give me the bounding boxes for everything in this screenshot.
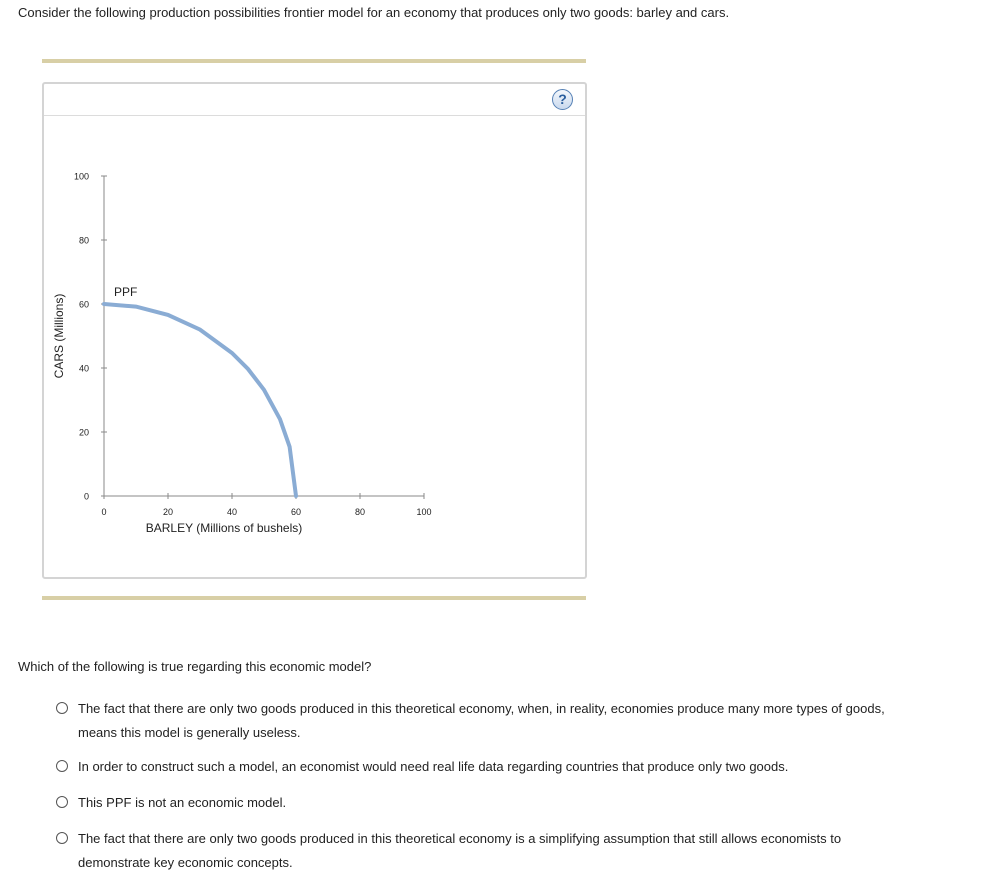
x-tick-label: 60 bbox=[290, 507, 302, 517]
intro-text: Consider the following production possibilities frontier model for an economy that produces only two goods: barley and cars. bbox=[18, 5, 730, 20]
radio-button[interactable] bbox=[56, 760, 68, 772]
help-icon[interactable]: ? bbox=[552, 89, 573, 110]
question-text: Which of the following is true regarding this economic model? bbox=[18, 659, 372, 674]
option-text: In order to construct such a model, an economist would need real life data regarding countries that produce only two goods. bbox=[78, 759, 789, 774]
bottom-divider bbox=[42, 596, 586, 600]
ppf-label: PPF bbox=[114, 285, 138, 299]
radio-button[interactable] bbox=[56, 832, 68, 844]
option-text: This PPF is not an economic model. bbox=[78, 795, 287, 810]
x-tick-label: 100 bbox=[416, 507, 432, 517]
y-tick-label: 20 bbox=[78, 427, 89, 438]
y-axis-label: CARS (Millions) bbox=[52, 293, 66, 379]
radio-button[interactable] bbox=[56, 796, 68, 808]
ppf-curve[interactable] bbox=[104, 304, 296, 496]
x-tick-label: 0 bbox=[101, 507, 107, 517]
y-tick-label: 80 bbox=[78, 235, 89, 246]
x-tick-label: 20 bbox=[162, 507, 174, 517]
x-axis-label: BARLEY (Millions of bushels) bbox=[145, 521, 303, 535]
radio-button[interactable] bbox=[56, 702, 68, 714]
y-tick-label: 0 bbox=[83, 491, 89, 502]
option-text: The fact that there are only two goods produced in this theoretical economy is a simplifying assumption that still allows economists to demonstrate key economic concepts. bbox=[78, 831, 842, 870]
y-tick-label: 100 bbox=[73, 171, 89, 182]
x-tick-label: 40 bbox=[226, 507, 238, 517]
y-tick-label: 60 bbox=[78, 299, 89, 310]
y-tick-label: 40 bbox=[78, 363, 89, 374]
x-tick-label: 80 bbox=[354, 507, 366, 517]
option-text: The fact that there are only two goods produced in this theoretical economy, when, in reality, economies produce many more types of goods, means this model is generally useless. bbox=[78, 701, 885, 740]
